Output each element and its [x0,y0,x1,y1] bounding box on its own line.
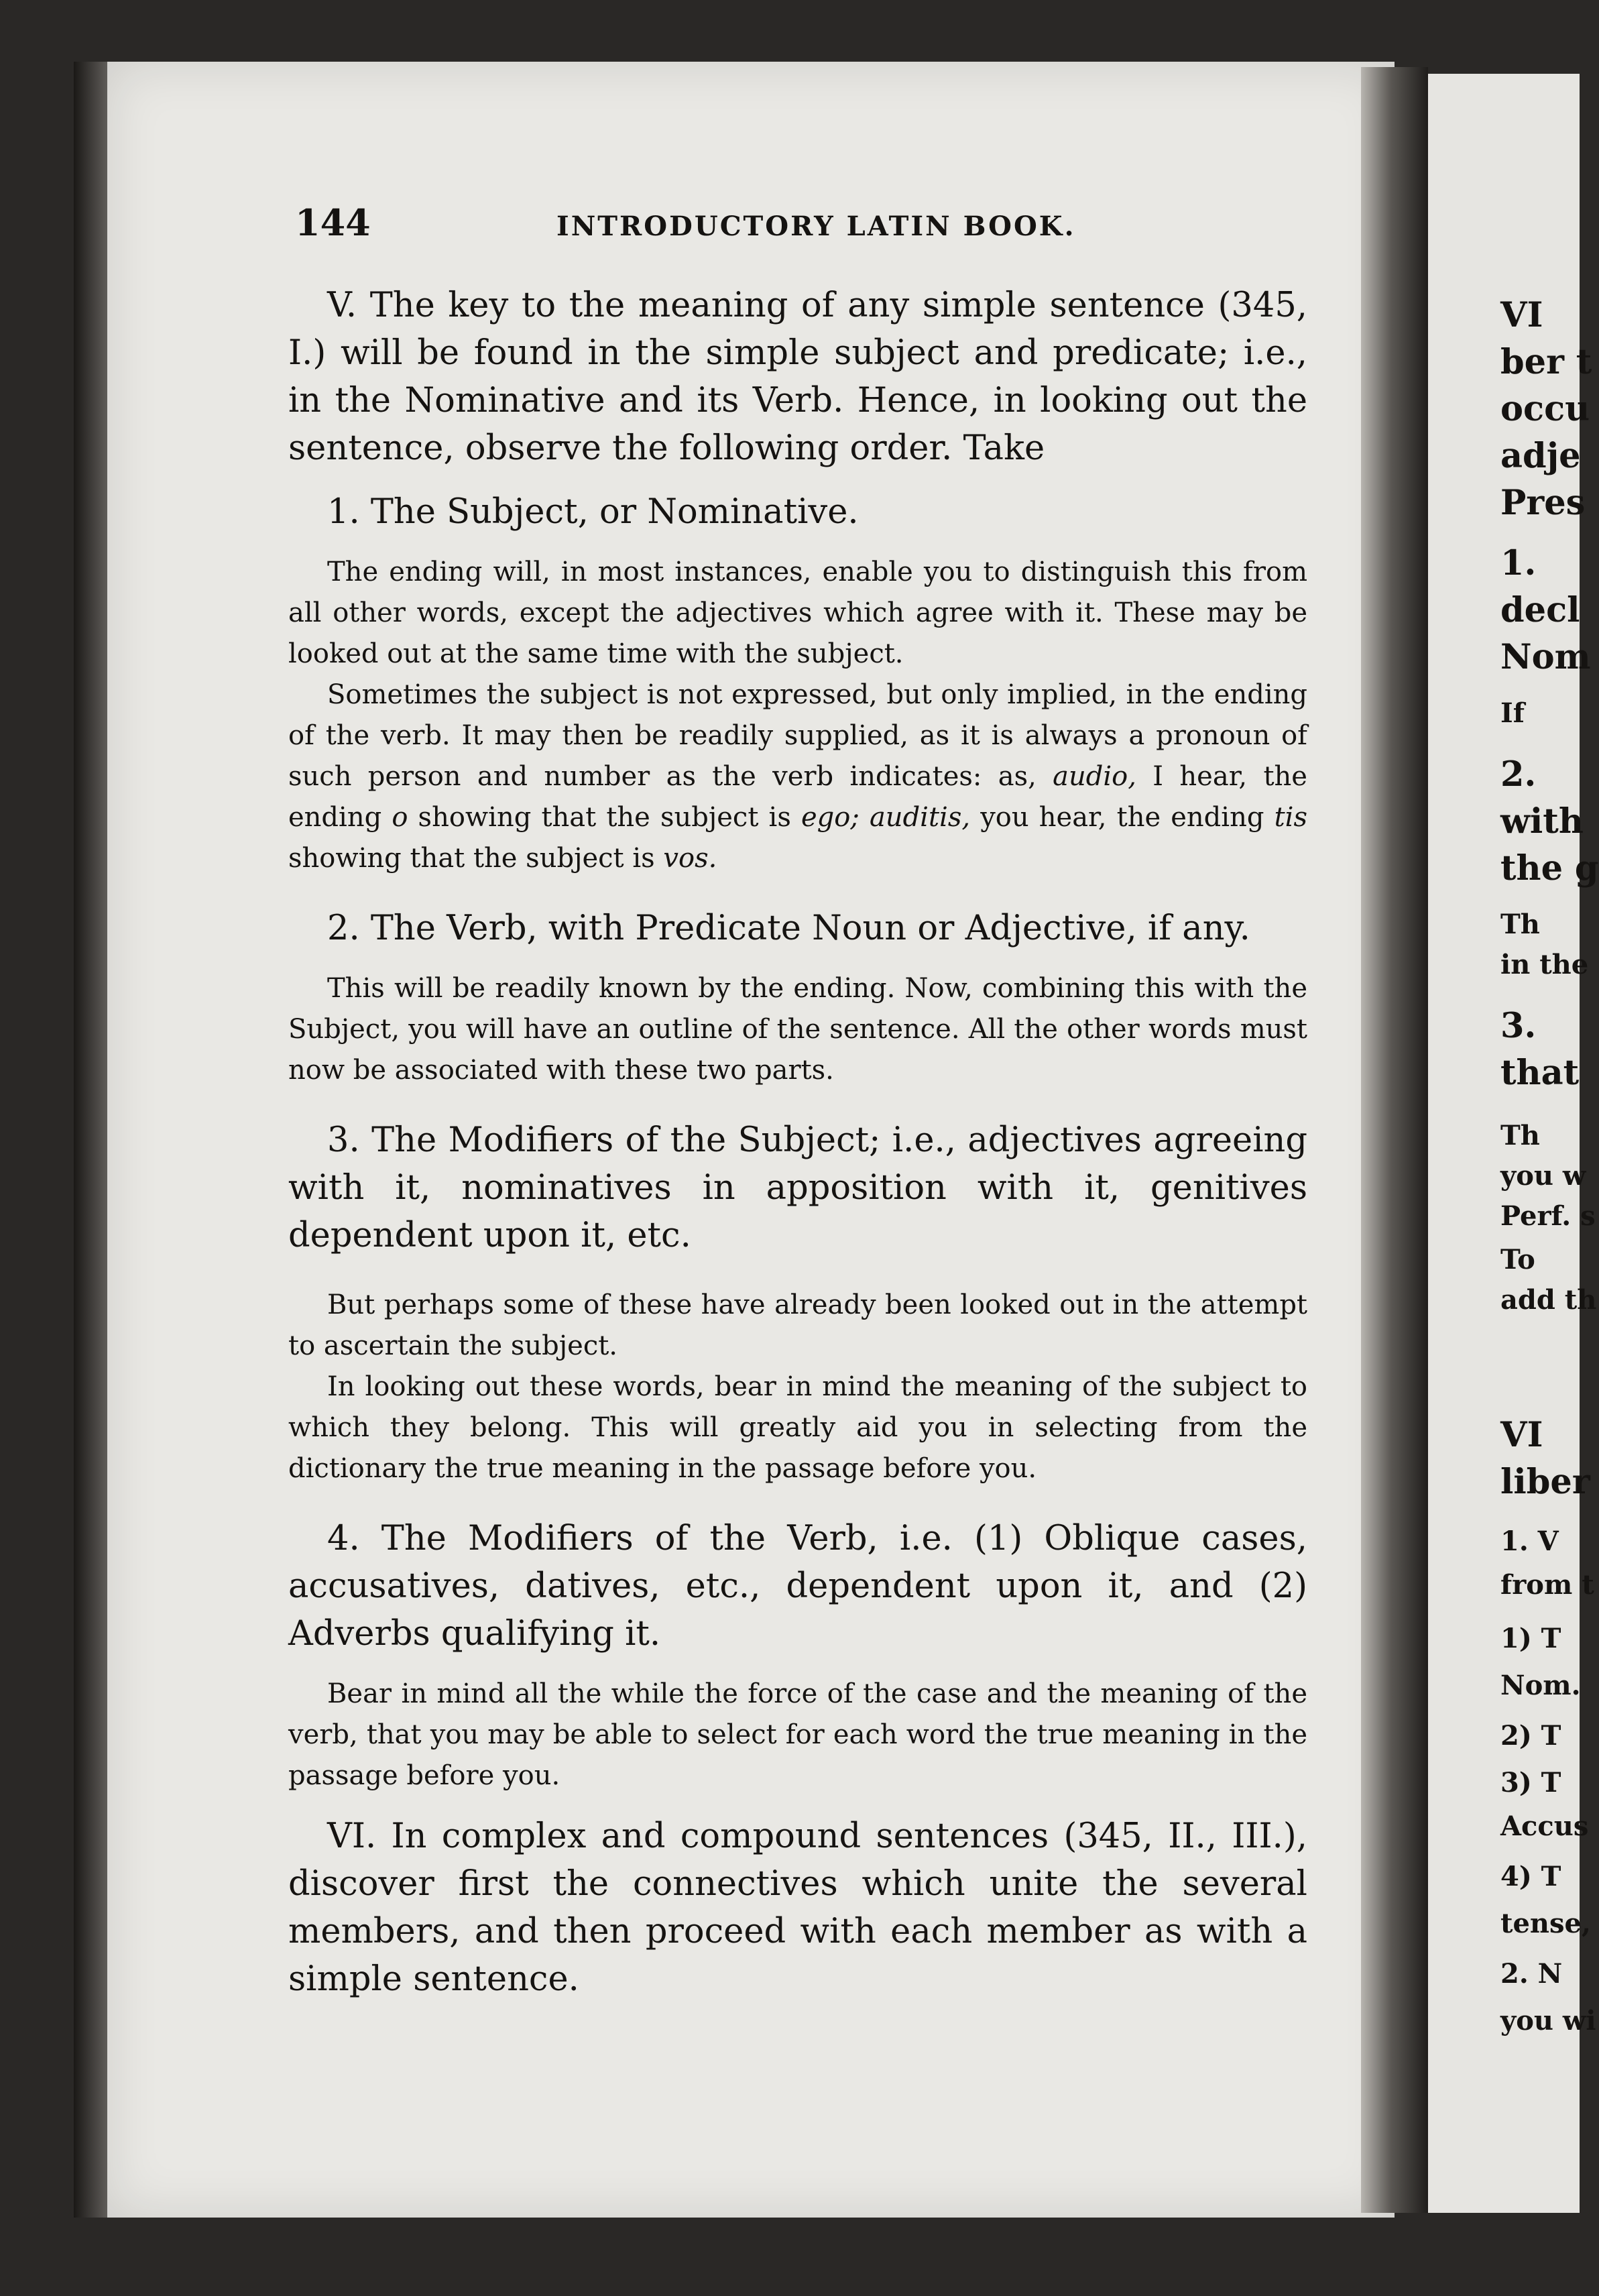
right-fragment: Pres [1500,483,1586,523]
right-fragment: tense, [1500,1908,1591,1939]
right-fragment: If [1500,697,1525,729]
book-gutter [1361,67,1428,2213]
right-fragment: 2. N [1500,1958,1563,1990]
item-1-note-1: The ending will, in most instances, enable you to distinguish this from all other words, except the adjectives which agree with it. These may be looked out at the same time with the subject. [288,557,1307,669]
right-fragment: VI [1500,1415,1543,1455]
right-fragment: Nom [1500,637,1591,677]
right-fragment: you wi [1500,2005,1596,2036]
item-4-note: Bear in mind all the while the force of the case and the meaning of the verb, that you may be able to select for each word the true meaning in the passage before you. [288,1678,1307,1791]
right-fragment: adje [1500,436,1581,476]
right-fragment: ber t [1500,342,1592,382]
right-fragment: add th [1500,1284,1597,1316]
page-body [288,282,1307,2003]
right-fragment: in the [1500,949,1589,980]
item-3-heading: 3. The Modifiers of the Subject; i.e., adjectives agreeing with it, nominatives in apposition with it, genitives dependent upon it, etc. [288,1121,1307,1255]
item-2-heading: 2. The Verb, with Predicate Noun or Adjective, if any. [327,909,1250,948]
right-fragment: VI [1500,295,1543,335]
item-4-heading: 4. The Modifiers of the Verb, i.e. (1) Oblique cases, accusatives, datives, etc., dependent upon it, and (2) Adverbs qualifying it. [288,1519,1307,1654]
page-number: 144 [295,201,371,244]
item-1-note-2: Sometimes the subject is not expressed, but only implied, in the ending of the verb. It may then be readily supplied, as it is always a pronoun of such person and number as the verb indicates: as, audio, I hear, the ending o showing that the subject is ego; auditis, you hear, the ending tis showing that the subject is vos. [288,679,1307,874]
right-fragment: from t [1500,1569,1594,1601]
right-fragment: Th [1500,909,1540,940]
right-fragment: occu [1500,389,1590,429]
right-fragment: 1. [1500,543,1537,583]
right-fragment: 3. [1500,1006,1537,1046]
item-2-note: This will be readily known by the ending. Now, combining this with the Subject, you will have an outline of the sentence. All the other words must now be associated with these two parts. [288,973,1307,1086]
right-fragment: 2) T [1500,1720,1561,1752]
item-3-note-2: In looking out these words, bear in mind the meaning of the subject to which they belong. This will greatly aid you in selecting from the dictionary the true meaning in the passage before you. [288,1371,1307,1484]
right-fragment: To [1500,1244,1535,1275]
right-fragment: with [1500,801,1584,842]
right-fragment: that [1500,1053,1580,1093]
section-vi: VI. In complex and compound sentences (345, II., III.), discover first the connectives which unite the several members, and then proceed with each member as with a simple sentence. [288,1817,1307,1999]
right-fragment: Nom. [1500,1670,1581,1701]
right-fragment: Th [1500,1120,1540,1151]
right-fragment: the g [1500,848,1599,888]
right-fragment: Accus [1500,1811,1589,1842]
right-fragment: 1. V [1500,1526,1559,1557]
right-fragment: decl [1500,590,1580,630]
right-fragment: you w [1500,1160,1586,1192]
right-fragment: liber [1500,1462,1590,1502]
right-fragment: 3) T [1500,1767,1561,1798]
right-fragment: 1) T [1500,1623,1561,1654]
running-head: INTRODUCTORY LATIN BOOK. [556,211,1076,242]
section-v-intro: V. The key to the meaning of any simple sentence (345, I.) will be found in the simple subject and predicate; i.e., in the Nominative and its Verb. Hence, in looking out the sentence, observe the following order. Take [288,286,1307,468]
item-1-heading: 1. The Subject, or Nominative. [327,492,859,532]
right-fragment: Perf. s [1500,1200,1596,1232]
page-header [295,201,1314,244]
item-3-note-1: But perhaps some of these have already been looked out in the attempt to ascertain the subject. [288,1289,1307,1361]
right-fragment: 4) T [1500,1861,1561,1892]
right-fragment: 2. [1500,754,1537,795]
